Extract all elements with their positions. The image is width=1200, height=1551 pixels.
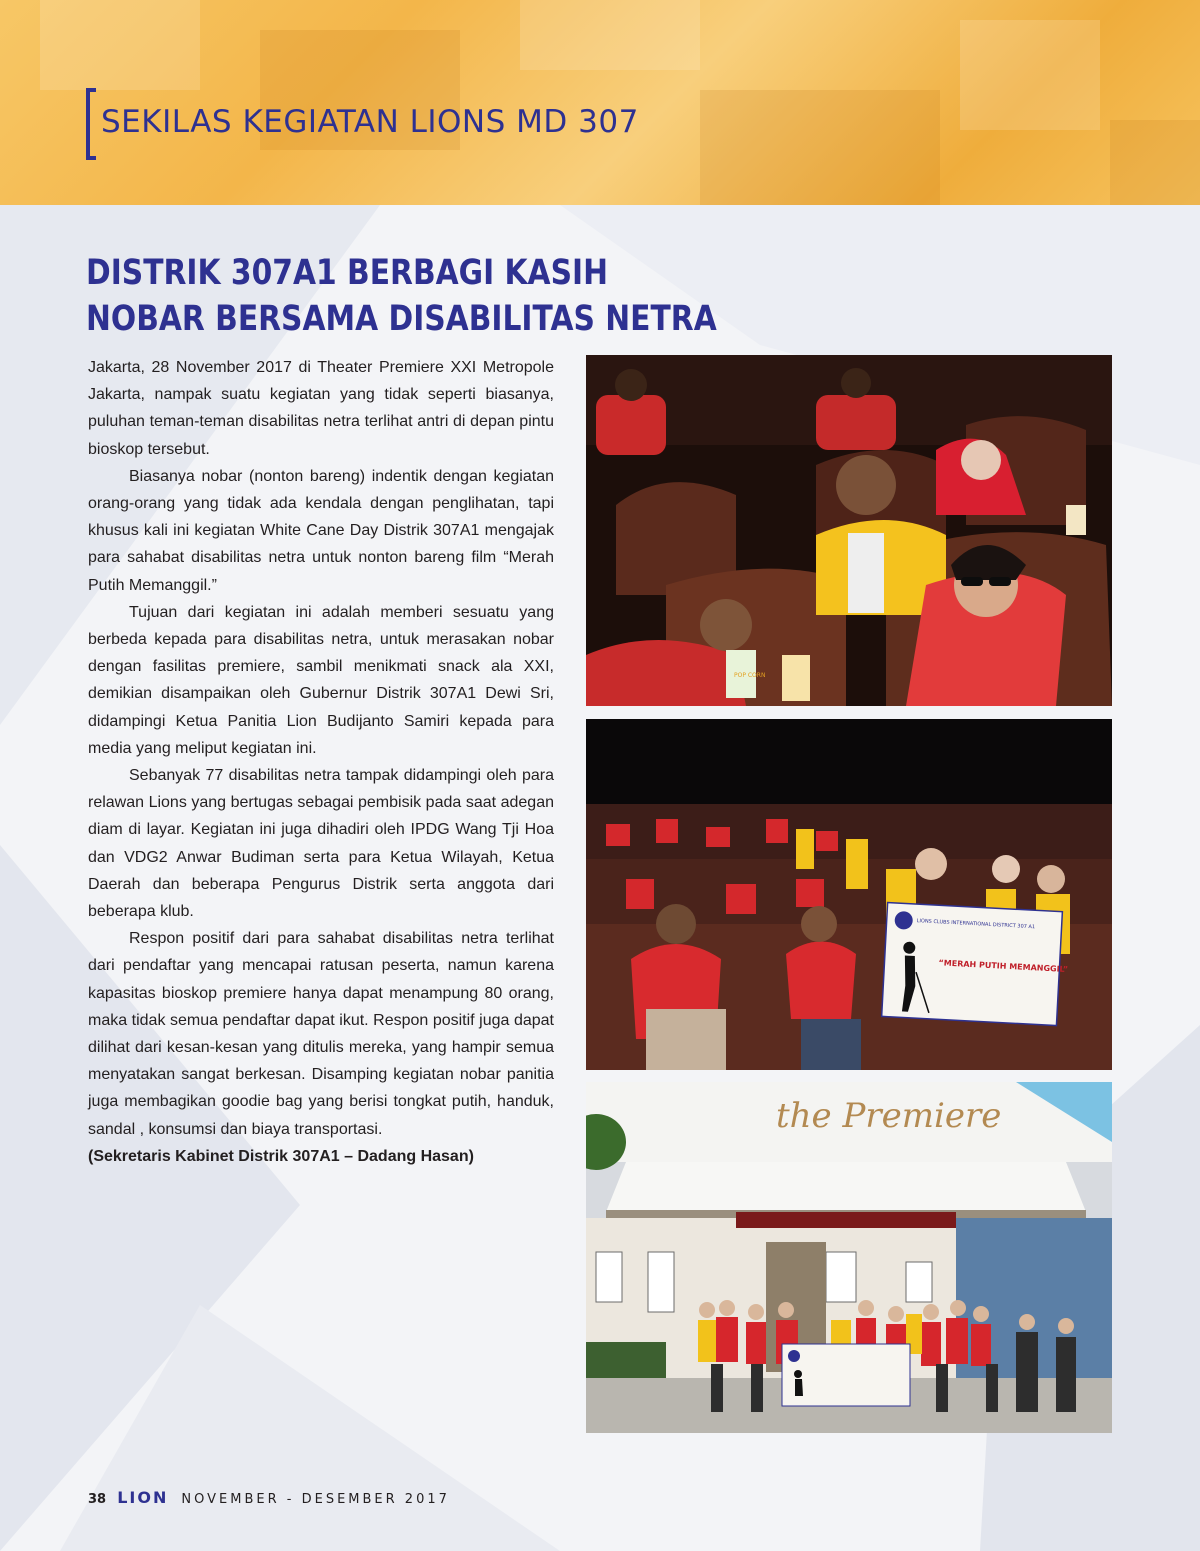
article-paragraph: Respon positif dari para sahabat disabilitas netra terlihat dari pendaftar yang mencapai ratusan peserta, namun karena kapasitas bioskop premiere hanya dapat menampung 80 orang, maka tidak semua pendaftar dapat ikut. Respon positif juga dapat dilihat dari kesan-kesan yang ditulis mereka, yang hampir semua menyatakan sangat berkesan. Disamping kegiatan nobar panitia juga membagikan goodie bag yang berisi tongkat putih, handuk, sandal , konsumsi dan biaya transportasi. bbox=[88, 930, 554, 1138]
section-bracket bbox=[86, 88, 96, 160]
section-title: SEKILAS KEGIATAN LIONS MD 307 bbox=[101, 104, 639, 140]
article-paragraph: Biasanya nobar (nonton bareng) indentik dengan kegiatan orang-orang yang tidak ada kendala dengan penglihatan, tapi khusus kali ini kegiatan White Cane Day Distrik 307A1 mengajak para sahabat disabilitas netra untuk nonton bareng film “Merah Putih Memanggil.” bbox=[88, 467, 554, 594]
issue-date: NOVEMBER - DESEMBER 2017 bbox=[181, 1492, 450, 1507]
article-paragraph: Tujuan dari kegiatan ini adalah memberi sesuatu yang berbeda kepada para disabilitas netra, untuk merasakan nobar dengan fasilitas premiere, sambil menikmati snack ala XXI, demikian disampaikan oleh Gubernur Distrik 307A1 Dewi Sri, didampingi Ketua Panitia Lion Budijanto Samiri kepada para media yang meliput kegiatan ini. bbox=[88, 603, 554, 757]
article-body bbox=[88, 354, 554, 1170]
article-paragraph: Sebanyak 77 disabilitas netra tampak didampingi oleh para relawan Lions yang bertugas sebagai pembisik pada saat adegan diam di layar. Kegiatan ini juga dihadiri oleh IPDG Wang Tji Hoa dan VDG2 Anwar Budiman serta para Ketua Wilayah, Ketua Daerah dan beberapa Pengurus Distrik serta anggota dari beberapa klub. bbox=[88, 767, 554, 921]
headline-line-2: NOBAR BERSAMA DISABILITAS NETRA bbox=[86, 299, 717, 339]
building-sign: the Premiere bbox=[776, 1096, 1002, 1136]
article-credit: (Sekretaris Kabinet Distrik 307A1 – Dadang Hasan) bbox=[88, 1147, 474, 1165]
photo-theater-group bbox=[586, 719, 1112, 1070]
banner-title-text: “MERAH PUTIH MEMANGGIL” bbox=[938, 958, 1069, 975]
article-paragraph: Jakarta, 28 November 2017 di Theater Premiere XXI Metropole Jakarta, nampak suatu kegiatan yang tidak seperti biasanya, puluhan teman-teman disabilitas netra terlihat antri di depan pintu bioskop tersebut. bbox=[88, 359, 554, 458]
headline-line-1: DISTRIK 307A1 BERBAGI KASIH bbox=[86, 253, 608, 293]
cup-label: POP CORN bbox=[734, 672, 766, 679]
banner-org-text: LIONS CLUBS INTERNATIONAL DISTRICT 307 A1 bbox=[916, 918, 1036, 931]
photo-cinema-audience bbox=[586, 355, 1112, 706]
magazine-brand: LION bbox=[117, 1488, 169, 1507]
article-headline bbox=[86, 250, 717, 342]
page-footer bbox=[88, 1488, 450, 1507]
page-number: 38 bbox=[88, 1492, 107, 1507]
header-band bbox=[0, 0, 1200, 205]
photo-premiere-building bbox=[586, 1082, 1112, 1433]
